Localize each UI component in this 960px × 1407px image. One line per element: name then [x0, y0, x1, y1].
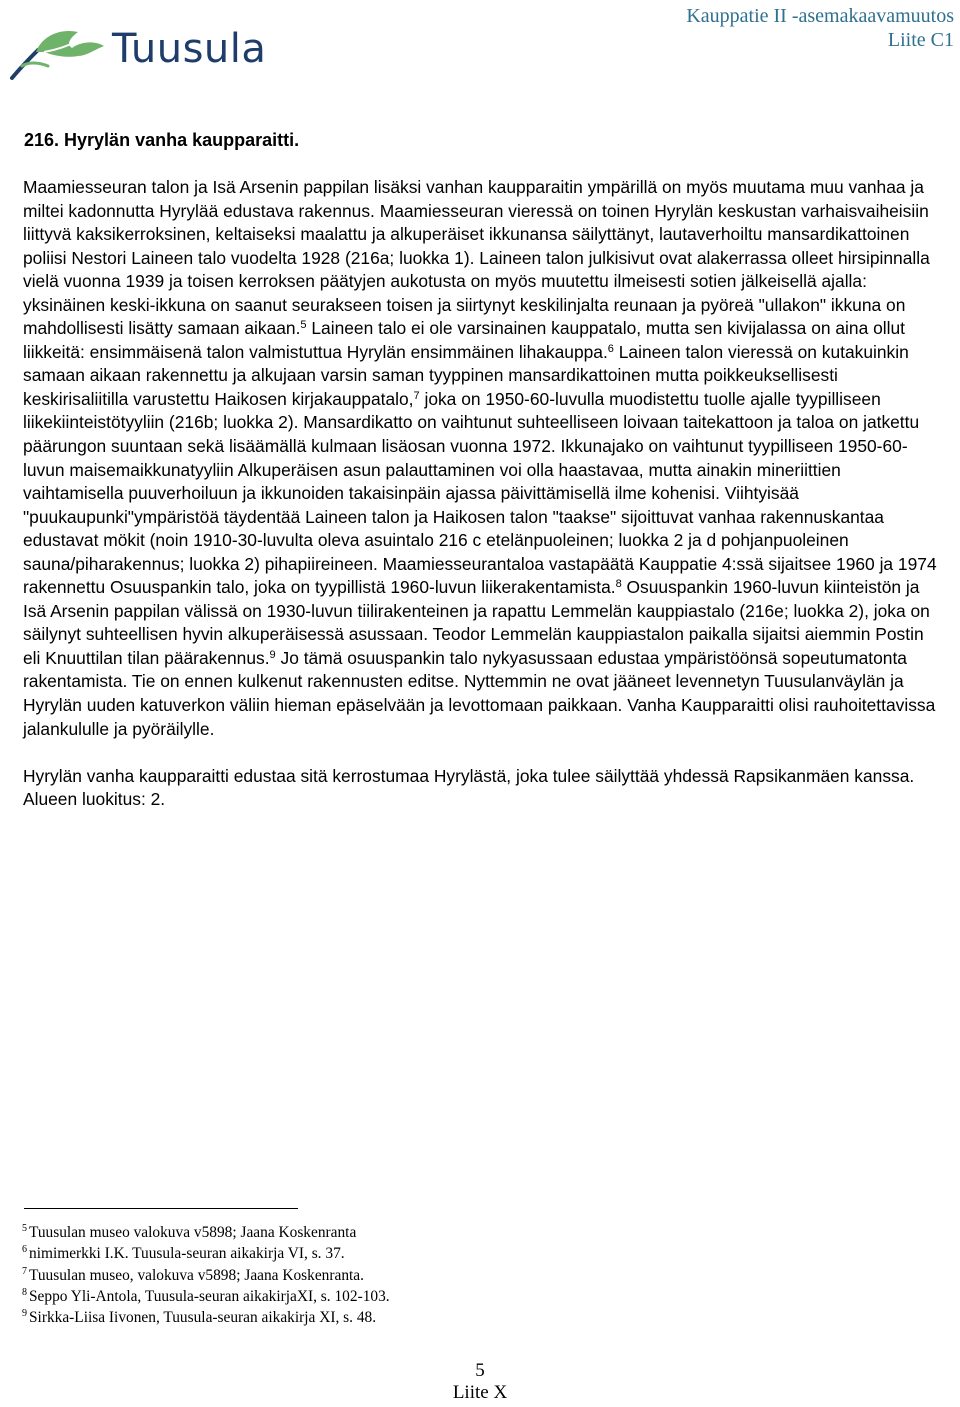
text-segment: Laineen talon vieressä on kutakuinkin samaan aikaan rakennettu ja alkujaan varsin saman tyyppinen mansardikattoinen mutta poikkeuksellisesti keskirisaliitilla varustettu Haikosen kirjakauppatalo,	[23, 341, 909, 409]
footnote-number: 6	[22, 1244, 27, 1256]
footnote-text: Seppo Yli-Antola, Tuusula-seuran aikakirjaXI, s. 102-103.	[29, 1287, 390, 1305]
body-text	[23, 176, 943, 812]
footnote	[22, 1286, 390, 1307]
tuusula-logo	[8, 22, 288, 84]
footnote	[22, 1222, 390, 1243]
footnote	[22, 1265, 390, 1286]
leaf-logo-icon	[8, 22, 112, 84]
footnote-ref: 7	[413, 389, 420, 402]
text-segment: Laineen talo ei ole varsinainen kauppatalo, mutta sen kivijalassa on aina ollut liikkeitä: ensimmäisenä talon valmistuttua Hyrylän ensimmäinen lihakauppa.	[23, 318, 905, 362]
footnote-text: Tuusulan museo, valokuva v5898; Jaana Koskenranta.	[29, 1266, 364, 1284]
footnote-number: 5	[22, 1223, 27, 1234]
text-segment: joka on 1950-60-luvulla muodistettu tuolle ajalle tyypilliseen liikekiinteistötyyliin (216b; luokka 2). Mansardikatto on vaihtunut suhteelliseen loivaan taitekattoon ja taloa on jatkettu päärungon suuntaan sekä lisäämällä kulmaan lisäosan vuonna 1972. Ikkunajako on vaihtunut tyypilliseen 1950-60-luvun maisemaikkunatyyliin Alkuperäisen asun palauttaminen voi olla haastavaa, mutta ainakin mineriittien vaihtamisella puuverhoiluun ja ikkunoiden takaisinpäin ajassa päivittämisellä ilme kohenisi. Viihtyisää "puukaupunki"ympäristöä täydentää Laineen talon ja Haikosen talon "taakse" sijoittuvat vanhaa rakennuskantaa edustavat mökit (noin 1910-30-luvulta oleva asuintalo 216 c etelänpuoleinen; luokka 2 ja d pohjanpuoleinen sauna/piharakennus; luokka 2) pihapiireineen. Maamiesseurantaloa vastapäätä Kauppatie 4:ssä sijaitsee 1960 ja 1974 rakennettu Osuuspankin talo, joka on tyypillistä 1960-luvun liikerakentamista.	[23, 388, 937, 598]
footnote-ref: 5	[300, 319, 307, 332]
footer-appendix: Liite X	[452, 1382, 508, 1403]
appendix-label: Liite C1	[887, 29, 954, 51]
footnote-number: 7	[22, 1265, 27, 1277]
text-segment: Jo tämä osuuspankin talo nykyasussaan edustaa ympäristöönsä sopeutumatonta rakentamista. Tie on ennen kulkenut rakennusten editse. Nyttemmin ne ovat jääneet levennetyn Tuusulanväylän ja Hyrylän uuden katuverkon väliin hieman epäselvään ja levottomaan paikkaan. Vanha Kaupparaitti olisi rauhoitettavissa jalankululle ja pyöräilylle.	[23, 647, 936, 739]
footnotes	[22, 1222, 390, 1328]
paragraph-2: Hyrylän vanha kaupparaitti edustaa sitä kerrostumaa Hyrylästä, joka tulee säilyttää yhdessä Rapsikanmäen kanssa. Alueen luokitus: 2.	[23, 765, 915, 810]
logo-text: Tuusula	[112, 26, 267, 72]
footnote-number: 9	[22, 1308, 27, 1320]
footnote-ref: 9	[269, 648, 276, 661]
text-segment: Osuuspankin 1960-luvun kiinteistön ja Isä Arsenin pappilan välissä on 1930-luvun tiilirakenteinen ja rapattu Lemmelän kauppiastalo (216e; luokka 2), joka on säilynyt suhteellisen hyvin alkuperäisessä asussaan. Teodor Lemmelän kauppiastalon paikalla sijaitsi aiemmin Postin eli Knuuttilan tilan päärakennus.	[23, 577, 930, 668]
footnote-divider	[24, 1208, 298, 1209]
footnote	[22, 1307, 390, 1328]
page-footer	[0, 1360, 960, 1404]
footnote-ref: 8	[615, 578, 622, 591]
footnote-text: Sirkka-Liisa Iivonen, Tuusula-seuran aikakirja XI, s. 48.	[29, 1309, 377, 1327]
footnote-text: nimimerkki I.K. Tuusula-seuran aikakirja VI, s. 37.	[29, 1245, 345, 1263]
text-segment: Maamiesseuran talon ja Isä Arsenin pappilan lisäksi vanhan kaupparaitin ympärillä on myös muutama muu vanhaa ja miltei kadonnutta Hyrylää edustava rakennus. Maamiesseuran vieressä on toinen Hyrylän keskustan varhaisvaiheisiin liittyvä kaksikerroksinen, keltaiseksi maalattu ja alkuperäiset ikkunansa säilyttänyt, lautaverhoiltu mansardikattoinen poliisi Nestori Laineen talo vuodelta 1928 (216a; luokka 1). Laineen talon julkisivut ovat alakerrassa olleet hirsipinnalla vielä vuonna 1939 ja toisen kerroksen päätyjen aukotusta on myös muutettu ilmeisesti sotien jälkeisellä ajalla: yksinäinen keski-ikkuna on saanut seurakseen toisen ja siirtynyt keskilinjalta reunaan ja pyöreä "ullakon" ikkuna on mahdollisesti lisätty samaan aikaan.	[23, 177, 930, 339]
footnote-text: Tuusulan museo valokuva v5898; Jaana Koskenranta	[29, 1224, 357, 1241]
section-heading: 216. Hyrylän vanha kaupparaitti.	[24, 130, 300, 150]
footnote-number: 8	[22, 1286, 27, 1298]
document-header	[686, 4, 954, 52]
footnote	[22, 1243, 390, 1264]
page-number: 5	[475, 1360, 485, 1381]
footnote-ref: 6	[607, 342, 614, 355]
document-title: Kauppatie II -asemakaavamuutos	[686, 5, 954, 27]
paragraph-1	[23, 176, 943, 741]
